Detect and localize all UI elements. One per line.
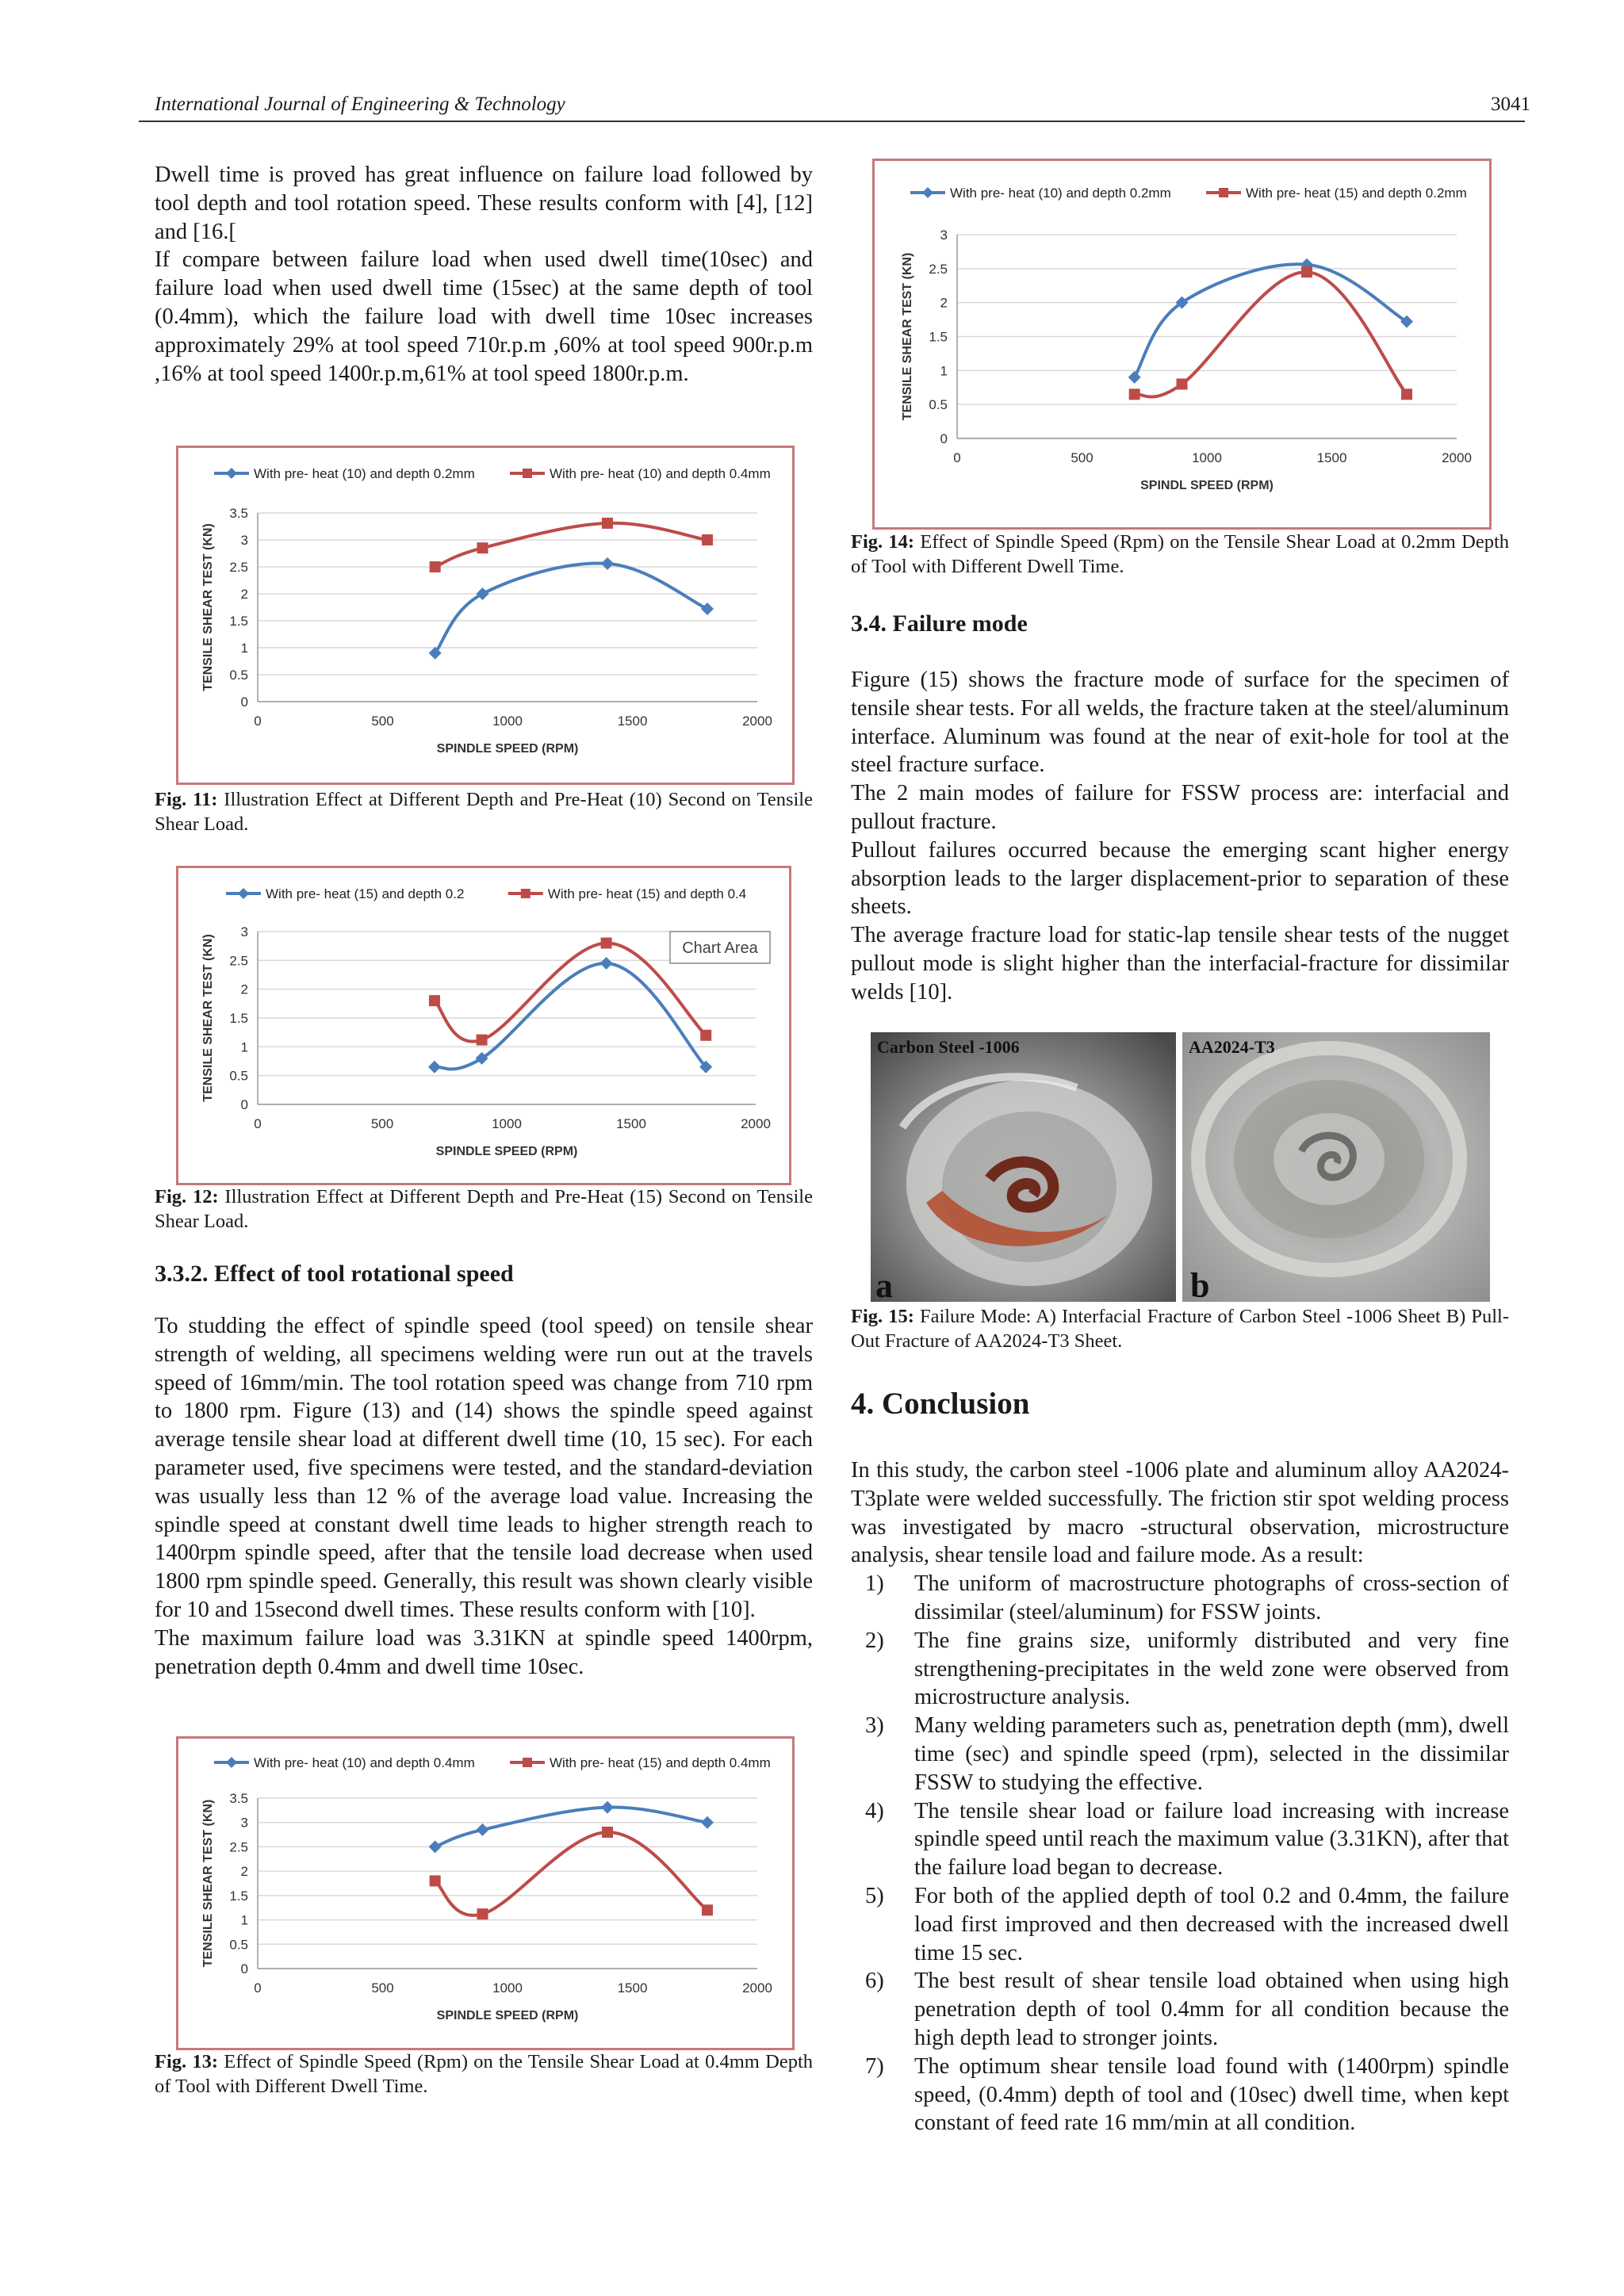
data-point bbox=[430, 1875, 441, 1886]
y-tick-label: 1.5 bbox=[229, 614, 248, 629]
data-point bbox=[429, 995, 440, 1006]
x-tick-label: 500 bbox=[370, 1116, 394, 1131]
failure-mode-text bbox=[851, 666, 1509, 1007]
x-tick-label: 0 bbox=[254, 1980, 262, 1996]
aa2024-fracture-photo bbox=[1182, 1032, 1490, 1302]
legend-label-1: With pre- heat (15) and depth 0.2 bbox=[266, 886, 465, 901]
section-heading-3-3-2: 3.3.2. Effect of tool rotational speed bbox=[155, 1261, 514, 1287]
y-tick-label: 0.5 bbox=[229, 1937, 248, 1953]
y-tick-label: 1 bbox=[240, 641, 248, 656]
conclusion-list bbox=[851, 1570, 1509, 2137]
fig14-caption bbox=[851, 530, 1509, 579]
photo-b-letter: b bbox=[1190, 1266, 1210, 1302]
y-tick-label: 3 bbox=[940, 228, 948, 243]
section-heading-3-4: 3.4. Failure mode bbox=[851, 610, 1028, 637]
data-point bbox=[477, 1823, 489, 1836]
y-tick-label: 0.5 bbox=[229, 668, 248, 683]
x-tick-label: 2000 bbox=[741, 1116, 771, 1131]
data-point bbox=[601, 557, 614, 570]
photo-a-label: Carbon Steel -1006 bbox=[877, 1037, 1020, 1057]
page-number: 3041 bbox=[1491, 94, 1530, 115]
series-line-2 bbox=[435, 523, 707, 567]
list-item: 1) The uniform of macrostructure photographs of cross-section of dissimilar (steel/aluminum) for FSSW joints. bbox=[865, 1571, 1509, 1624]
photo-a-letter: a bbox=[875, 1266, 893, 1302]
legend-label-2: With pre- heat (15) and depth 0.2mm bbox=[1246, 186, 1467, 201]
legend-marker bbox=[922, 187, 933, 198]
fig11-chart bbox=[176, 446, 795, 785]
y-axis-label: TENSILE SHEAR TEST (KN) bbox=[201, 523, 215, 691]
y-tick-label: 2.5 bbox=[229, 953, 248, 969]
series-line-1 bbox=[435, 1808, 707, 1847]
data-point bbox=[430, 561, 441, 572]
data-point bbox=[700, 1030, 711, 1041]
caption-text: Illustration Effect at Different Depth and Pre-Heat (10) Second on Tensile Shear Load. bbox=[155, 789, 813, 835]
series-line-1 bbox=[435, 564, 707, 653]
legend-label-1: With pre- heat (10) and depth 0.2mm bbox=[254, 466, 475, 481]
caption-text: Effect of Spindle Speed (Rpm) on the Tensile Shear Load at 0.4mm Depth of Tool with Different Dwell Time. bbox=[155, 2051, 813, 2097]
data-point bbox=[602, 1827, 613, 1838]
x-axis-label: SPINDL SPEED (RPM) bbox=[1140, 479, 1274, 492]
y-tick-label: 0 bbox=[940, 431, 948, 446]
x-tick-label: 0 bbox=[254, 1116, 262, 1131]
legend-marker bbox=[521, 889, 530, 898]
header-rule bbox=[139, 121, 1525, 122]
paragraph: The maximum failure load was 3.31KN at spindle speed 1400rpm, penetration depth 0.4mm and dwell time 10sec. bbox=[155, 1625, 813, 1679]
y-tick-label: 0 bbox=[240, 1961, 248, 1976]
data-point bbox=[1128, 371, 1141, 384]
y-tick-label: 2 bbox=[240, 1864, 248, 1880]
data-point bbox=[601, 1801, 614, 1814]
data-point bbox=[477, 542, 488, 553]
paragraph: Figure (15) shows the fracture mode of surface for the specimen of tensile shear tests. For all welds, the fracture taken at the steel/aluminum interface. Aluminum was found at the near of exit-hole for tool at the steel fracture surface. bbox=[851, 668, 1509, 778]
list-item: 2) The fine grains size, uniformly distributed and very fine strengthening-precipitates in the weld zone were observed from microstructure analysis. bbox=[865, 1628, 1509, 1710]
y-tick-label: 2.5 bbox=[929, 261, 948, 277]
list-item: 4) The tensile shear load or failure load increasing with increase spindle speed until reach the maximum value (3.31KN), after that the failure load began to decrease. bbox=[865, 1798, 1509, 1881]
y-axis-label: TENSILE SHEAR TEST (KN) bbox=[201, 1799, 215, 1968]
data-point bbox=[601, 938, 612, 949]
fig13-caption bbox=[155, 2049, 813, 2099]
data-point bbox=[602, 518, 613, 529]
paragraph: To studding the effect of spindle speed (tool speed) on tensile shear strength of welding, all specimens welding were run out at the travels speed of 16mm/min. The tool rotation speed was change from 710 rpm to 1800 rpm. Figure (13) and (14) shows the spindle speed against average tensile shear load at different dwell time (10, 15 sec). For each parameter used, five specimens were tested, and the standard-deviation was usually less than 12 % of the average load value. Increasing the spindle speed at constant dwell time leads to higher strength reach to 1400rpm spindle speed, after that the tensile load decrease when used 1800 rpm spindle speed. Generally, this result was shown clearly visible for 10 and 15second dwell times. These results conform with [10]. bbox=[155, 1314, 813, 1622]
data-point bbox=[702, 534, 713, 545]
fig14-chart bbox=[872, 159, 1492, 530]
y-tick-label: 1 bbox=[940, 363, 948, 379]
series-line-1 bbox=[435, 963, 706, 1070]
legend-marker bbox=[238, 888, 249, 899]
series-line-2 bbox=[435, 943, 706, 1042]
section-heading-4: 4. Conclusion bbox=[851, 1387, 1030, 1421]
legend-label-1: With pre- heat (10) and depth 0.4mm bbox=[254, 1755, 475, 1770]
legend-marker bbox=[523, 469, 532, 478]
y-tick-label: 3.5 bbox=[229, 1791, 248, 1806]
x-tick-label: 1500 bbox=[1316, 450, 1347, 465]
y-axis-label: TENSILE SHEAR TEST (KN) bbox=[901, 252, 914, 421]
data-point bbox=[477, 587, 489, 600]
legend-marker bbox=[1219, 188, 1228, 197]
x-tick-label: 1000 bbox=[1192, 450, 1222, 465]
legend-marker bbox=[226, 468, 237, 479]
paragraph: The average fracture load for static-lap tensile shear tests of the nugget pullout mode is slight higher than the interfacial-fracture for dissimilar welds [10]. bbox=[851, 923, 1509, 1004]
data-point bbox=[477, 1908, 488, 1919]
y-tick-label: 2 bbox=[240, 587, 248, 602]
data-point bbox=[1301, 266, 1312, 277]
caption-text: Illustration Effect at Different Depth and Pre-Heat (15) Second on Tensile Shear Load. bbox=[155, 1186, 813, 1232]
caption-label: Fig. 14: bbox=[851, 531, 915, 553]
chart-area-label: Chart Area bbox=[682, 939, 758, 957]
y-tick-label: 1.5 bbox=[229, 1888, 248, 1904]
list-item: 5) For both of the applied depth of tool 0.2 and 0.4mm, the failure load first improved and then decreased with the increased dwell time 15 sec. bbox=[865, 1883, 1509, 1965]
caption-label: Fig. 13: bbox=[155, 2051, 219, 2072]
x-tick-label: 2000 bbox=[742, 714, 772, 729]
x-tick-label: 1500 bbox=[617, 714, 648, 729]
y-tick-label: 0 bbox=[240, 695, 248, 710]
y-tick-label: 3 bbox=[240, 924, 248, 939]
fig11-caption bbox=[155, 787, 813, 836]
x-tick-label: 2000 bbox=[1442, 450, 1472, 465]
caption-text: Effect of Spindle Speed (Rpm) on the Tensile Shear Load at 0.2mm Depth of Tool with Different Dwell Time. bbox=[851, 531, 1509, 577]
y-tick-label: 1.5 bbox=[229, 1011, 248, 1026]
x-tick-label: 1500 bbox=[616, 1116, 646, 1131]
list-item: 6) The best result of shear tensile load obtained when using high penetration depth of tool 0.4mm for all condition because the high depth lead to stronger joints. bbox=[865, 1969, 1509, 2050]
data-point bbox=[600, 957, 613, 970]
data-point bbox=[428, 1061, 441, 1073]
legend-marker bbox=[226, 1757, 237, 1768]
legend-label-2: With pre- heat (15) and depth 0.4mm bbox=[550, 1755, 771, 1770]
y-tick-label: 3 bbox=[240, 1815, 248, 1831]
caption-label: Fig. 11: bbox=[155, 789, 218, 810]
legend-marker bbox=[523, 1758, 532, 1767]
data-point bbox=[1401, 388, 1412, 400]
fig15-caption bbox=[851, 1304, 1509, 1353]
y-tick-label: 1 bbox=[240, 1912, 248, 1928]
data-point bbox=[702, 1904, 713, 1915]
x-tick-label: 1000 bbox=[492, 714, 523, 729]
x-tick-label: 2000 bbox=[742, 1980, 772, 1996]
x-axis-label: SPINDLE SPEED (RPM) bbox=[435, 1145, 578, 1158]
x-tick-label: 1000 bbox=[492, 1980, 523, 1996]
fig13-chart bbox=[176, 1736, 795, 2050]
y-tick-label: 2.5 bbox=[229, 1839, 248, 1855]
legend-label-2: With pre- heat (15) and depth 0.4 bbox=[547, 886, 747, 901]
y-axis-label: TENSILE SHEAR TEST (KN) bbox=[201, 934, 215, 1102]
series-line-1 bbox=[1135, 264, 1407, 377]
fig12-chart bbox=[176, 866, 791, 1185]
y-tick-label: 3.5 bbox=[229, 506, 248, 521]
legend-label-1: With pre- heat (10) and depth 0.2mm bbox=[950, 186, 1171, 201]
x-tick-label: 500 bbox=[371, 1980, 394, 1996]
y-tick-label: 0 bbox=[240, 1097, 248, 1112]
x-tick-label: 500 bbox=[1071, 450, 1094, 465]
x-tick-label: 0 bbox=[953, 450, 961, 465]
paragraph: Pullout failures occurred because the emerging scant higher energy absorption leads to the larger displacement-prior to separation of these sheets. bbox=[851, 837, 1509, 920]
photo-b-label: AA2024-T3 bbox=[1189, 1037, 1275, 1057]
paragraph: In this study, the carbon steel -1006 plate and aluminum alloy AA2024-T3plate were welded successfully. The friction stir spot welding process was investigated by macro -structural observation, microstructure analysis, shear tensile load and failure mode. As a result: bbox=[851, 1458, 1509, 1568]
data-point bbox=[701, 603, 714, 615]
y-tick-label: 0.5 bbox=[229, 1068, 248, 1084]
y-tick-label: 2 bbox=[240, 982, 248, 997]
y-tick-label: 2.5 bbox=[229, 560, 248, 575]
y-tick-label: 2 bbox=[940, 295, 948, 311]
caption-text: Failure Mode: A) Interfacial Fracture of Carbon Steel -1006 Sheet B) Pull-Out Fracture of AA2024-T3 Sheet. bbox=[851, 1306, 1509, 1352]
left-intro-text bbox=[155, 161, 813, 388]
conclusion-text bbox=[851, 1456, 1509, 2137]
x-tick-label: 0 bbox=[254, 714, 262, 729]
journal-title: International Journal of Engineering & Technology bbox=[155, 94, 565, 115]
data-point bbox=[701, 1816, 714, 1829]
carbon-steel-fracture-photo bbox=[871, 1032, 1176, 1302]
data-point bbox=[1129, 388, 1140, 400]
data-point bbox=[429, 1840, 442, 1853]
paragraph: Dwell time is proved has great influence on failure load followed by tool depth and tool rotation speed. These results conform with [4], [12] and [16.[ bbox=[155, 163, 813, 244]
caption-label: Fig. 12: bbox=[155, 1186, 219, 1207]
paragraph: The 2 main modes of failure for FSSW process are: interfacial and pullout fracture. bbox=[851, 781, 1509, 834]
data-point bbox=[1177, 378, 1188, 389]
x-axis-label: SPINDLE SPEED (RPM) bbox=[436, 742, 579, 756]
y-tick-label: 0.5 bbox=[929, 397, 948, 413]
x-tick-label: 1500 bbox=[617, 1980, 648, 1996]
list-item: 3) Many welding parameters such as, penetration depth (mm), dwell time (sec) and spindle speed (rpm), selected in the dissimilar FSSW to studying the effective. bbox=[865, 1713, 1509, 1795]
y-tick-label: 1 bbox=[240, 1039, 248, 1055]
legend-label-2: With pre- heat (10) and depth 0.4mm bbox=[550, 466, 771, 481]
x-axis-label: SPINDLE SPEED (RPM) bbox=[436, 2009, 579, 2022]
list-item: 7) The optimum shear tensile load found with (1400rpm) spindle speed, (0.4mm) depth of tool and (10sec) dwell time, when kept constant of feed rate 16 mm/min at all condition. bbox=[865, 2053, 1509, 2136]
paragraph: If compare between failure load when used dwell time(10sec) and failure load when used dwell time (15sec) at the same depth of tool (0.4mm), which the failure load with dwell time 10sec increases approximately 29% at tool speed 710r.p.m ,60% at tool speed 900r.p.m ,16% at tool speed 1400r.p.m,61% at tool speed 1800r.p.m. bbox=[155, 247, 813, 386]
y-tick-label: 3 bbox=[240, 533, 248, 548]
x-tick-label: 1000 bbox=[492, 1116, 522, 1131]
fig12-caption bbox=[155, 1184, 813, 1234]
caption-label: Fig. 15: bbox=[851, 1306, 914, 1327]
series-line-2 bbox=[435, 1832, 707, 1915]
data-point bbox=[477, 1035, 488, 1046]
left-section-text bbox=[155, 1312, 813, 1681]
y-tick-label: 1.5 bbox=[929, 329, 948, 345]
x-tick-label: 500 bbox=[371, 714, 394, 729]
